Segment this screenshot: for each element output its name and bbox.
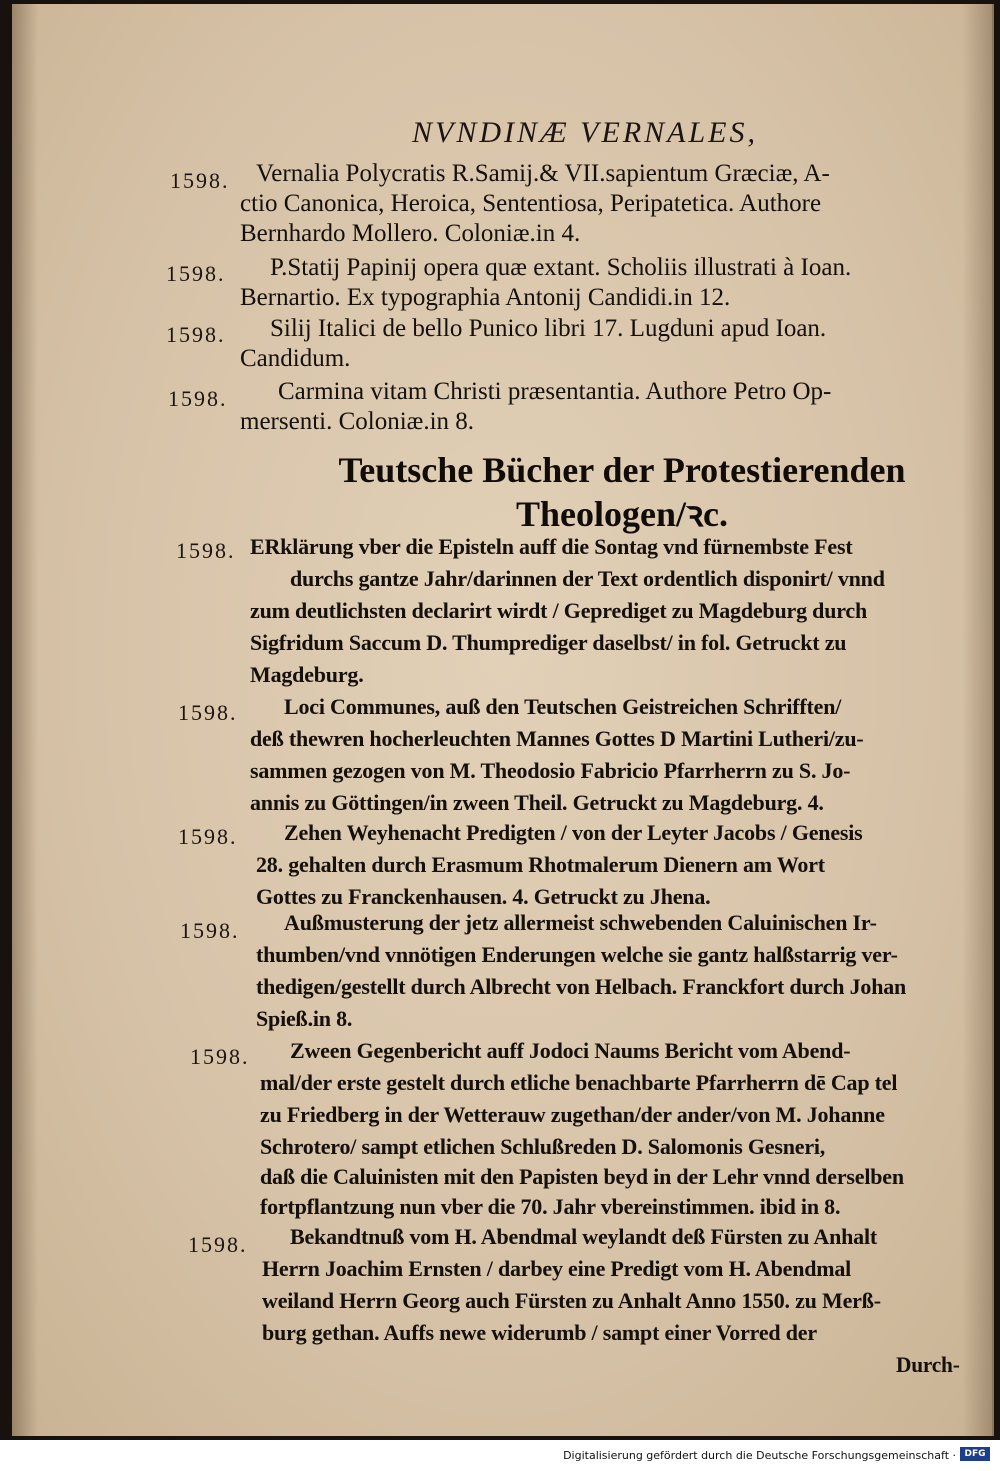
entry-line: Bekandtnuß vom H. Abendmal weylandt deß Fürsten zu Anhalt (290, 1224, 878, 1249)
entry-line: zum deutlichsten declarirt wirdt / Geprediget zu Magdeburg durch (250, 598, 868, 623)
page-edge-shadow (962, 4, 992, 1436)
entry-year: 1598. (178, 700, 238, 725)
entry-line: zu Friedberg in der Wetterauw zugethan/der ander/von M. Johanne (260, 1102, 885, 1127)
entry-line: annis zu Göttingen/in zween Theil. Getruckt zu Magdeburg. 4. (250, 790, 824, 815)
spine-shadow (12, 4, 38, 1436)
entry-line: ERklärung vber die Episteln auff die Sontag vnd fürnembste Fest (250, 534, 853, 559)
entry-year: 1598. (170, 168, 230, 193)
entry-line: 28. gehalten durch Erasmum Rhotmalerum Dienern am Wort (256, 852, 825, 877)
entry-line: Außmusterung der jetz allermeist schwebenden Caluinischen Ir- (284, 910, 877, 935)
entry-line: Bernartio. Ex typographia Antonij Candidi.in 12. (240, 284, 731, 311)
entry-line: Schrotero/ sampt etlichen Schlußreden D. Salomonis Gesneri, (260, 1134, 826, 1159)
section-heading-line-1: Teutsche Bücher der Protestierenden (338, 450, 906, 490)
entry-line: Zween Gegenbericht auff Jodoci Naums Bericht vom Abend- (290, 1038, 851, 1063)
entry-line: fortpflantzung nun vber die 70. Jahr vbereinstimmen. ibid in 8. (260, 1194, 841, 1219)
entry-line: Vernalia Polycratis R.Samij.& VII.sapientum Græciæ, A- (256, 160, 830, 187)
entry-year: 1598. (166, 261, 226, 286)
entry-line: Silij Italici de bello Punico libri 17. Lugduni apud Ioan. (270, 315, 827, 342)
entry-year: 1598. (188, 1232, 248, 1257)
entry-line: deß thewren hocherleuchten Mannes Gottes D Martini Lutheri/zu- (250, 726, 864, 751)
entry-year: 1598. (168, 386, 228, 411)
entry-line: daß die Caluinisten mit den Papisten beyd in der Lehr vnnd derselben (260, 1164, 904, 1189)
entry-line: mersenti. Coloniæ.in 8. (240, 408, 475, 435)
entry-line: sammen gezogen von M. Theodosio Fabricio Pfarrherrn zu S. Jo- (250, 758, 851, 783)
funding-notice: Digitalisierung gefördert durch die Deutsche Forschungsgemeinschaft · (563, 1449, 956, 1462)
entry-line: thumben/vnd vnnötigen Enderungen welche sie gantz halßstarrig ver- (256, 942, 898, 967)
entry-line: Gottes zu Franckenhausen. 4. Getruckt zu Jhena. (256, 884, 711, 909)
entry-line: Loci Communes, auß den Teutschen Geistreichen Schrifften/ (284, 694, 842, 719)
entry-year: 1598. (166, 322, 226, 347)
entry-year: 1598. (176, 538, 236, 563)
catchword: Durch- (896, 1352, 960, 1377)
entry-line: Zehen Weyhenacht Predigten / von der Leyter Jacobs / Genesis (284, 820, 863, 845)
entry-year: 1598. (190, 1044, 250, 1069)
entry-line: Carmina vitam Christi præsentantia. Authore Petro Op- (278, 378, 832, 405)
running-header: NVNDINÆ VERNALES, (412, 116, 759, 149)
entry-year: 1598. (180, 918, 240, 943)
entry-line: burg gethan. Auffs newe widerumb / sampt einer Vorred der (262, 1320, 817, 1345)
footer-bar (0, 1440, 1000, 1471)
entry-line: durchs gantze Jahr/darinnen der Text ordentlich disponirt/ vnnd (290, 566, 885, 591)
entry-line: Candidum. (240, 345, 351, 372)
entry-line: thedigen/gestellt durch Albrecht von Helbach. Franckfort durch Johan (256, 974, 907, 999)
entry-year: 1598. (178, 824, 238, 849)
dfg-logo: DFG (960, 1447, 990, 1461)
entry-line: Spieß.in 8. (256, 1006, 353, 1031)
entry-line: Bernhardo Mollero. Coloniæ.in 4. (240, 220, 581, 247)
book-page (12, 4, 994, 1436)
section-heading (312, 448, 932, 536)
entry-line: P.Statij Papinij opera quæ extant. Scholiis illustrati à Ioan. (270, 254, 852, 281)
entry-line: Herrn Joachim Ernsten / darbey eine Predigt vom H. Abendmal (262, 1256, 852, 1281)
entry-line: ctio Canonica, Heroica, Sententiosa, Peripatetica. Authore (240, 190, 822, 217)
section-heading-line-2: Theologen/ꝛc. (515, 494, 729, 534)
entry-line: weiland Herrn Georg auch Fürsten zu Anhalt Anno 1550. zu Merß- (262, 1288, 881, 1313)
entry-line: Magdeburg. (250, 662, 364, 687)
entry-line: mal/der erste gestelt durch etliche benachbarte Pfarrherrn dē Cap tel (260, 1070, 898, 1095)
entry-line: Sigfridum Saccum D. Thumprediger daselbst/ in fol. Getruckt zu (250, 630, 847, 655)
